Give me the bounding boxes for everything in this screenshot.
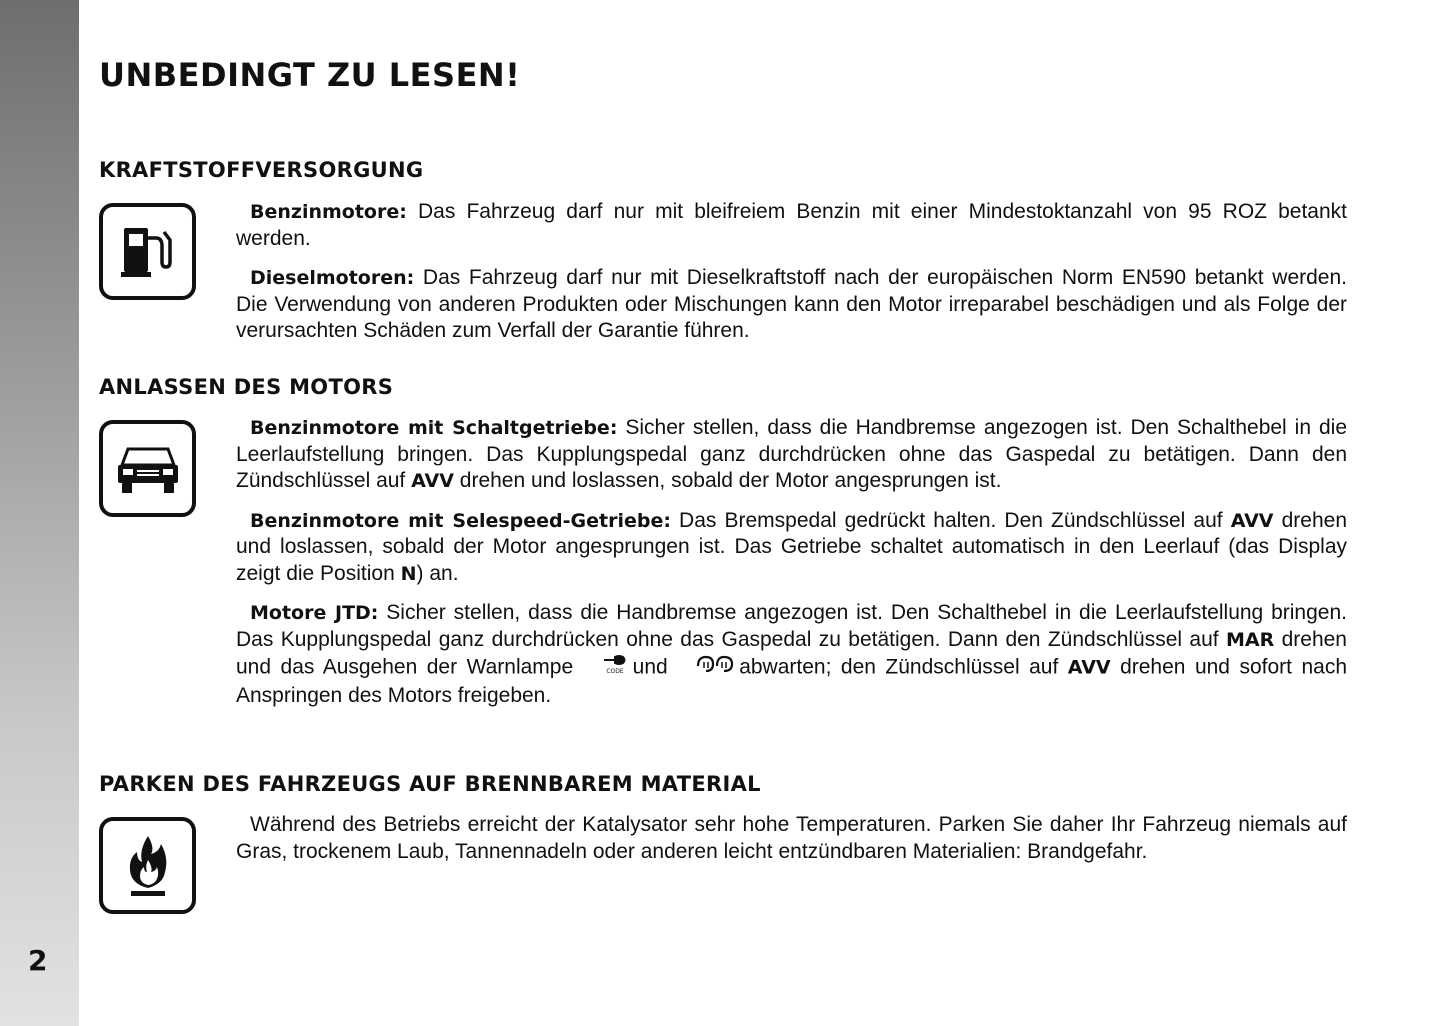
page-number: 2 <box>28 944 48 977</box>
paragraph-catalyst: Während des Betriebs erreicht der Katalysator sehr hohe Temperaturen. Parken Sie daher Ihr Fahrzeug niemals auf Gras, trockenem Laub, Tannennadeln oder anderen leicht entzündbaren Materialien: Brandgefahr. <box>236 813 1347 863</box>
section-heading-starting: ANLASSEN DES MOTORS <box>99 375 394 399</box>
page-edge-band <box>0 0 79 1026</box>
section-heading-parking: PARKEN DES FAHRZEUGS AUF BRENNBAREM MATERIAL <box>99 772 761 796</box>
paragraph-manual: Benzinmotore mit Schaltgetriebe: Sicher stellen, dass die Handbremse angezogen ist. Den Schalthebel in die Leerlaufstellung bringen. Das Kupplungspedal ganz durchdrücken ohne das Gaspedal zu betätigen. Dann den Zündschlüssel auf AVV drehen und loslassen, sobald der Motor angesprungen ist. <box>236 416 1348 492</box>
parking-text <box>236 812 1347 878</box>
paragraph-selespeed: Benzinmotore mit Selespeed-Getriebe: Das Bremspedal gedrückt halten. Den Zündschlüssel auf AVV drehen und loslassen, sobald der Motor angesprungen ist. Das Getriebe schaltet automatisch in den Leerlauf (das Display zeigt die Position N) an. <box>236 508 1348 585</box>
fuel-pump-icon <box>99 203 196 300</box>
glow-plug-icon <box>681 654 735 682</box>
starting-text <box>236 415 1347 722</box>
key-code-warning-icon <box>587 653 629 683</box>
svg-text:CODE: CODE <box>605 668 624 675</box>
paragraph-jtd: Motore JTD: Sicher stellen, dass die Handbremse angezogen ist. Den Schalthebel in die Leerlaufstellung bringen. Das Kupplungspedal ganz durchdrücken ohne das Gaspedal zu betätigen. Dann den Zündschlüssel auf MAR drehen und das Ausgehen der Warnlampe CODE und abwarten; den Zündschlüssel auf AVV drehen und sofort nach Anspringen des Motors freigeben. <box>236 601 1347 707</box>
page-title: UNBEDINGT ZU LESEN! <box>99 56 521 94</box>
paragraph-diesel: Dieselmotoren: Das Fahrzeug darf nur mit Dieselkraftstoff nach der europäischen Norm EN590 betankt werden. Die Verwendung von anderen Produkten oder Mischungen kann den Motor irreparabel beschädigen und als Folge der verursachten Schäden zum Verfall der Garantie führen. <box>236 266 1347 342</box>
fuel-text <box>236 199 1347 358</box>
paragraph-petrol: Benzinmotore: Das Fahrzeug darf nur mit bleifreiem Benzin mit einer Mindestoktanzahl von 95 ROZ betankt werden. <box>236 200 1347 250</box>
flame-icon <box>99 817 196 914</box>
section-heading-fuel: KRAFTSTOFFVERSORGUNG <box>99 158 424 182</box>
car-front-icon <box>99 420 196 517</box>
